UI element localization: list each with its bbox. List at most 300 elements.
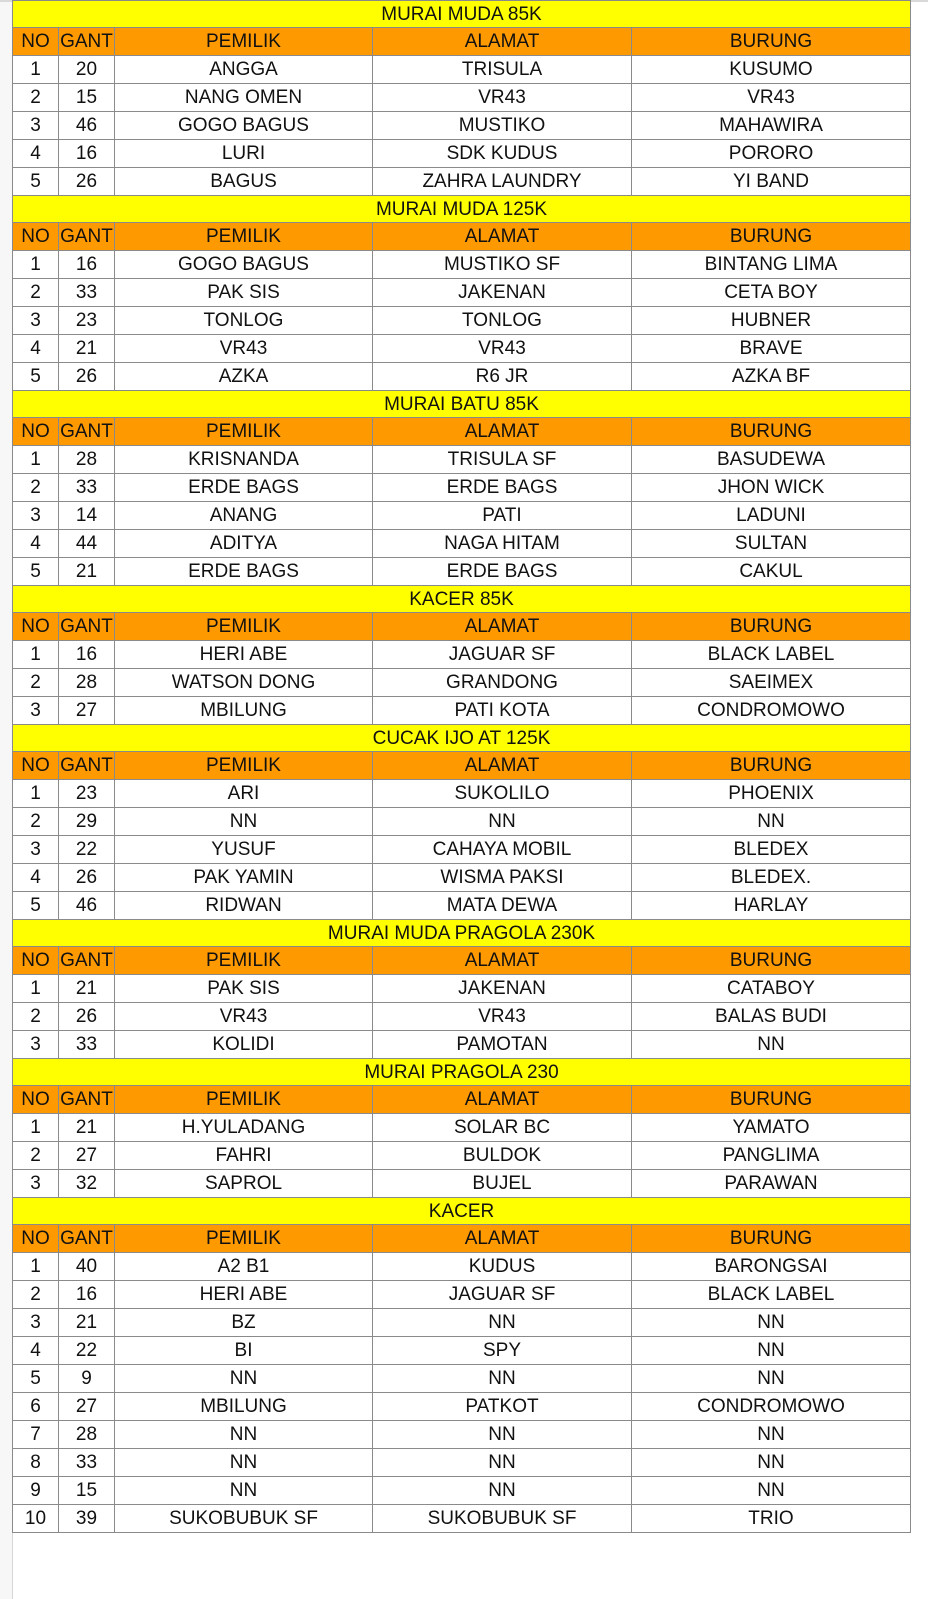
cell-alamat[interactable]: PATI	[373, 502, 632, 530]
cell-pemilik[interactable]: BI	[115, 1337, 373, 1365]
table-row	[13, 502, 911, 530]
cell-no[interactable]: 4	[13, 1337, 59, 1365]
cell-pemilik[interactable]: NN	[115, 1449, 373, 1477]
cell-alamat[interactable]: JAGUAR SF	[373, 1281, 632, 1309]
cell-burung[interactable]: PARAWAN	[632, 1170, 911, 1198]
cell-pemilik[interactable]: WATSON DONG	[115, 669, 373, 697]
cell-burung[interactable]: MAHAWIRA	[632, 112, 911, 140]
table-row	[13, 307, 911, 335]
section-title-row	[13, 586, 911, 613]
cell-no[interactable]: 3	[13, 1170, 59, 1198]
cell-burung[interactable]: SAEIMEX	[632, 669, 911, 697]
table-row	[13, 1421, 911, 1449]
cell-gant[interactable]: 21	[59, 975, 115, 1003]
table-row	[13, 279, 911, 307]
section-title[interactable]: KACER	[13, 1198, 911, 1225]
cell-pemilik[interactable]: SUKOBUBUK SF	[115, 1505, 373, 1533]
cell-alamat[interactable]: VR43	[373, 1003, 632, 1031]
header-burung[interactable]: BURUNG	[632, 613, 911, 641]
cell-gant[interactable]: 26	[59, 1003, 115, 1031]
cell-pemilik[interactable]: PAK SIS	[115, 975, 373, 1003]
cell-gant[interactable]: 33	[59, 474, 115, 502]
header-gant[interactable]: GANT	[59, 418, 115, 446]
table-row	[13, 836, 911, 864]
table-row	[13, 1365, 911, 1393]
cell-no[interactable]: 3	[13, 1309, 59, 1337]
cell-no[interactable]: 2	[13, 808, 59, 836]
cell-alamat[interactable]: NN	[373, 808, 632, 836]
cell-burung[interactable]: NN	[632, 1477, 911, 1505]
results-table	[12, 0, 911, 1533]
cell-burung[interactable]: BLEDEX	[632, 836, 911, 864]
cell-alamat[interactable]: JAKENAN	[373, 975, 632, 1003]
header-burung[interactable]: BURUNG	[632, 28, 911, 56]
cell-gant[interactable]: 28	[59, 1421, 115, 1449]
cell-pemilik[interactable]: GOGO BAGUS	[115, 251, 373, 279]
section-title-row	[13, 196, 911, 223]
cell-burung[interactable]: AZKA BF	[632, 363, 911, 391]
cell-pemilik[interactable]: ADITYA	[115, 530, 373, 558]
cell-pemilik[interactable]: PAK YAMIN	[115, 864, 373, 892]
cell-no[interactable]: 6	[13, 1393, 59, 1421]
cell-no[interactable]: 4	[13, 140, 59, 168]
cell-pemilik[interactable]: BAGUS	[115, 168, 373, 196]
header-no[interactable]: NO	[13, 418, 59, 446]
cell-no[interactable]: 2	[13, 1003, 59, 1031]
cell-no[interactable]: 2	[13, 279, 59, 307]
section-title-row	[13, 1198, 911, 1225]
header-burung[interactable]: BURUNG	[632, 418, 911, 446]
cell-burung[interactable]: CONDROMOWO	[632, 1393, 911, 1421]
header-gant[interactable]: GANT	[59, 752, 115, 780]
table-row	[13, 446, 911, 474]
header-pemilik[interactable]: PEMILIK	[115, 1225, 373, 1253]
cell-burung[interactable]: BLACK LABEL	[632, 1281, 911, 1309]
section-title-row	[13, 725, 911, 752]
cell-pemilik[interactable]: A2 B1	[115, 1253, 373, 1281]
section-title-row	[13, 391, 911, 418]
cell-no[interactable]: 3	[13, 1031, 59, 1059]
cell-alamat[interactable]: BULDOK	[373, 1142, 632, 1170]
cell-gant[interactable]: 40	[59, 1253, 115, 1281]
cell-burung[interactable]: YAMATO	[632, 1114, 911, 1142]
header-alamat[interactable]: ALAMAT	[373, 752, 632, 780]
cell-gant[interactable]: 26	[59, 168, 115, 196]
cell-no[interactable]: 1	[13, 251, 59, 279]
cell-alamat[interactable]: ERDE BAGS	[373, 474, 632, 502]
cell-gant[interactable]: 21	[59, 335, 115, 363]
header-gant[interactable]: GANT	[59, 1225, 115, 1253]
cell-burung[interactable]: PHOENIX	[632, 780, 911, 808]
cell-alamat[interactable]: SPY	[373, 1337, 632, 1365]
header-burung[interactable]: BURUNG	[632, 1225, 911, 1253]
cell-burung[interactable]: NN	[632, 808, 911, 836]
cell-burung[interactable]: NN	[632, 1309, 911, 1337]
cell-alamat[interactable]: BUJEL	[373, 1170, 632, 1198]
cell-burung[interactable]: VR43	[632, 84, 911, 112]
cell-no[interactable]: 3	[13, 836, 59, 864]
section-title-row	[13, 920, 911, 947]
header-alamat[interactable]: ALAMAT	[373, 418, 632, 446]
cell-burung[interactable]: NN	[632, 1337, 911, 1365]
section-title[interactable]: KACER 85K	[13, 586, 911, 613]
cell-pemilik[interactable]: ERDE BAGS	[115, 474, 373, 502]
table-row	[13, 251, 911, 279]
header-gant[interactable]: GANT	[59, 28, 115, 56]
cell-alamat[interactable]: JAGUAR SF	[373, 641, 632, 669]
cell-no[interactable]: 3	[13, 697, 59, 725]
cell-burung[interactable]: NN	[632, 1449, 911, 1477]
table-row	[13, 669, 911, 697]
cell-alamat[interactable]: SDK KUDUS	[373, 140, 632, 168]
cell-pemilik[interactable]: MBILUNG	[115, 697, 373, 725]
section-title-row	[13, 1, 911, 28]
header-burung[interactable]: BURUNG	[632, 752, 911, 780]
cell-pemilik[interactable]: AZKA	[115, 363, 373, 391]
header-no[interactable]: NO	[13, 1086, 59, 1114]
cell-gant[interactable]: 28	[59, 446, 115, 474]
cell-burung[interactable]: CAKUL	[632, 558, 911, 586]
cell-gant[interactable]: 21	[59, 1309, 115, 1337]
cell-no[interactable]: 2	[13, 1142, 59, 1170]
results-table-body	[13, 1, 911, 1533]
cell-alamat[interactable]: PATKOT	[373, 1393, 632, 1421]
cell-burung[interactable]: PORORO	[632, 140, 911, 168]
cell-no[interactable]: 8	[13, 1449, 59, 1477]
cell-alamat[interactable]: SUKOBUBUK SF	[373, 1505, 632, 1533]
cell-gant[interactable]: 21	[59, 558, 115, 586]
cell-gant[interactable]: 26	[59, 864, 115, 892]
cell-gant[interactable]: 33	[59, 1449, 115, 1477]
cell-alamat[interactable]: KUDUS	[373, 1253, 632, 1281]
header-no[interactable]: NO	[13, 752, 59, 780]
cell-alamat[interactable]: JAKENAN	[373, 279, 632, 307]
cell-gant[interactable]: 14	[59, 502, 115, 530]
cell-alamat[interactable]: NN	[373, 1477, 632, 1505]
table-row	[13, 864, 911, 892]
table-row	[13, 335, 911, 363]
cell-no[interactable]: 7	[13, 1421, 59, 1449]
header-pemilik[interactable]: PEMILIK	[115, 223, 373, 251]
cell-gant[interactable]: 15	[59, 84, 115, 112]
header-gant[interactable]: GANT	[59, 223, 115, 251]
cell-alamat[interactable]: NN	[373, 1449, 632, 1477]
cell-gant[interactable]: 46	[59, 112, 115, 140]
cell-alamat[interactable]: VR43	[373, 84, 632, 112]
header-gant[interactable]: GANT	[59, 1086, 115, 1114]
table-row	[13, 112, 911, 140]
cell-burung[interactable]: YI BAND	[632, 168, 911, 196]
header-burung[interactable]: BURUNG	[632, 947, 911, 975]
column-header-row	[13, 1225, 911, 1253]
cell-gant[interactable]: 39	[59, 1505, 115, 1533]
cell-no[interactable]: 4	[13, 335, 59, 363]
cell-burung[interactable]: CATABOY	[632, 975, 911, 1003]
table-row	[13, 1114, 911, 1142]
table-row	[13, 1253, 911, 1281]
header-pemilik[interactable]: PEMILIK	[115, 28, 373, 56]
cell-alamat[interactable]: NN	[373, 1421, 632, 1449]
cell-no[interactable]: 5	[13, 363, 59, 391]
table-row	[13, 1337, 911, 1365]
cell-burung[interactable]: HUBNER	[632, 307, 911, 335]
cell-alamat[interactable]: ERDE BAGS	[373, 558, 632, 586]
table-row	[13, 1309, 911, 1337]
cell-burung[interactable]: BARONGSAI	[632, 1253, 911, 1281]
cell-burung[interactable]: NN	[632, 1031, 911, 1059]
cell-gant[interactable]: 33	[59, 1031, 115, 1059]
cell-alamat[interactable]: MUSTIKO SF	[373, 251, 632, 279]
cell-gant[interactable]: 27	[59, 697, 115, 725]
cell-pemilik[interactable]: KOLIDI	[115, 1031, 373, 1059]
header-pemilik[interactable]: PEMILIK	[115, 418, 373, 446]
column-header-row	[13, 947, 911, 975]
cell-gant[interactable]: 26	[59, 363, 115, 391]
header-alamat[interactable]: ALAMAT	[373, 223, 632, 251]
cell-no[interactable]: 5	[13, 892, 59, 920]
cell-pemilik[interactable]: NN	[115, 1477, 373, 1505]
cell-burung[interactable]: NN	[632, 1421, 911, 1449]
cell-pemilik[interactable]: BZ	[115, 1309, 373, 1337]
cell-alamat[interactable]: NN	[373, 1309, 632, 1337]
cell-no[interactable]: 3	[13, 112, 59, 140]
table-row	[13, 1003, 911, 1031]
header-no[interactable]: NO	[13, 223, 59, 251]
cell-pemilik[interactable]: H.YULADANG	[115, 1114, 373, 1142]
cell-pemilik[interactable]: MBILUNG	[115, 1393, 373, 1421]
cell-no[interactable]: 3	[13, 307, 59, 335]
section-title[interactable]: CUCAK IJO AT 125K	[13, 725, 911, 752]
cell-burung[interactable]: BASUDEWA	[632, 446, 911, 474]
cell-pemilik[interactable]: GOGO BAGUS	[115, 112, 373, 140]
header-pemilik[interactable]: PEMILIK	[115, 752, 373, 780]
cell-burung[interactable]: NN	[632, 1365, 911, 1393]
cell-gant[interactable]: 27	[59, 1393, 115, 1421]
column-header-row	[13, 418, 911, 446]
cell-gant[interactable]: 23	[59, 307, 115, 335]
cell-gant[interactable]: 28	[59, 669, 115, 697]
column-header-row	[13, 223, 911, 251]
cell-pemilik[interactable]: KRISNANDA	[115, 446, 373, 474]
table-row	[13, 1170, 911, 1198]
cell-no[interactable]: 5	[13, 1365, 59, 1393]
cell-pemilik[interactable]: NN	[115, 1365, 373, 1393]
cell-no[interactable]: 5	[13, 558, 59, 586]
header-alamat[interactable]: ALAMAT	[373, 1225, 632, 1253]
cell-pemilik[interactable]: HERI ABE	[115, 641, 373, 669]
header-alamat[interactable]: ALAMAT	[373, 28, 632, 56]
cell-alamat[interactable]: GRANDONG	[373, 669, 632, 697]
cell-pemilik[interactable]: ANANG	[115, 502, 373, 530]
cell-gant[interactable]: 22	[59, 836, 115, 864]
cell-pemilik[interactable]: ERDE BAGS	[115, 558, 373, 586]
table-row	[13, 140, 911, 168]
cell-alamat[interactable]: WISMA PAKSI	[373, 864, 632, 892]
table-row	[13, 892, 911, 920]
cell-no[interactable]: 1	[13, 641, 59, 669]
table-row	[13, 56, 911, 84]
table-row	[13, 363, 911, 391]
cell-gant[interactable]: 44	[59, 530, 115, 558]
header-alamat[interactable]: ALAMAT	[373, 1086, 632, 1114]
cell-alamat[interactable]: PAMOTAN	[373, 1031, 632, 1059]
cell-gant[interactable]: 46	[59, 892, 115, 920]
section-title[interactable]: MURAI PRAGOLA 230	[13, 1059, 911, 1086]
cell-no[interactable]: 1	[13, 1114, 59, 1142]
cell-no[interactable]: 2	[13, 84, 59, 112]
cell-burung[interactable]: BLACK LABEL	[632, 641, 911, 669]
header-alamat[interactable]: ALAMAT	[373, 613, 632, 641]
header-gant[interactable]: GANT	[59, 947, 115, 975]
table-row	[13, 530, 911, 558]
table-row	[13, 168, 911, 196]
table-row	[13, 1281, 911, 1309]
cell-burung[interactable]: BLEDEX.	[632, 864, 911, 892]
cell-pemilik[interactable]: VR43	[115, 1003, 373, 1031]
cell-alamat[interactable]: VR43	[373, 335, 632, 363]
cell-alamat[interactable]: R6 JR	[373, 363, 632, 391]
cell-pemilik[interactable]: PAK SIS	[115, 279, 373, 307]
table-row	[13, 474, 911, 502]
cell-pemilik[interactable]: VR43	[115, 335, 373, 363]
cell-gant[interactable]: 27	[59, 1142, 115, 1170]
cell-pemilik[interactable]: HERI ABE	[115, 1281, 373, 1309]
section-title[interactable]: MURAI MUDA 125K	[13, 196, 911, 223]
section-title[interactable]: MURAI BATU 85K	[13, 391, 911, 418]
cell-gant[interactable]: 29	[59, 808, 115, 836]
header-pemilik[interactable]: PEMILIK	[115, 947, 373, 975]
cell-gant[interactable]: 23	[59, 780, 115, 808]
table-row	[13, 975, 911, 1003]
cell-burung[interactable]: BALAS BUDI	[632, 1003, 911, 1031]
cell-pemilik[interactable]: SAPROL	[115, 1170, 373, 1198]
table-row	[13, 780, 911, 808]
cell-burung[interactable]: PANGLIMA	[632, 1142, 911, 1170]
cell-alamat[interactable]: NN	[373, 1365, 632, 1393]
cell-no[interactable]: 5	[13, 168, 59, 196]
header-no[interactable]: NO	[13, 947, 59, 975]
cell-gant[interactable]: 16	[59, 1281, 115, 1309]
cell-gant[interactable]: 9	[59, 1365, 115, 1393]
cell-burung[interactable]: CETA BOY	[632, 279, 911, 307]
cell-no[interactable]: 4	[13, 864, 59, 892]
cell-no[interactable]: 2	[13, 474, 59, 502]
header-pemilik[interactable]: PEMILIK	[115, 1086, 373, 1114]
table-row	[13, 641, 911, 669]
cell-pemilik[interactable]: NN	[115, 1421, 373, 1449]
cell-no[interactable]: 1	[13, 56, 59, 84]
cell-burung[interactable]: BRAVE	[632, 335, 911, 363]
table-row	[13, 697, 911, 725]
cell-gant[interactable]: 32	[59, 1170, 115, 1198]
cell-pemilik[interactable]: ANGGA	[115, 56, 373, 84]
cell-no[interactable]: 1	[13, 1253, 59, 1281]
header-pemilik[interactable]: PEMILIK	[115, 613, 373, 641]
table-row	[13, 808, 911, 836]
column-header-row	[13, 613, 911, 641]
cell-pemilik[interactable]: LURI	[115, 140, 373, 168]
cell-no[interactable]: 3	[13, 502, 59, 530]
section-title[interactable]: MURAI MUDA 85K	[13, 1, 911, 28]
cell-no[interactable]: 10	[13, 1505, 59, 1533]
table-row	[13, 1393, 911, 1421]
cell-pemilik[interactable]: TONLOG	[115, 307, 373, 335]
header-alamat[interactable]: ALAMAT	[373, 947, 632, 975]
cell-alamat[interactable]: CAHAYA MOBIL	[373, 836, 632, 864]
cell-burung[interactable]: LADUNI	[632, 502, 911, 530]
cell-alamat[interactable]: MUSTIKO	[373, 112, 632, 140]
cell-alamat[interactable]: SOLAR BC	[373, 1114, 632, 1142]
cell-gant[interactable]: 16	[59, 641, 115, 669]
cell-pemilik[interactable]: NN	[115, 808, 373, 836]
section-title[interactable]: MURAI MUDA PRAGOLA 230K	[13, 920, 911, 947]
cell-no[interactable]: 1	[13, 975, 59, 1003]
cell-pemilik[interactable]: NANG OMEN	[115, 84, 373, 112]
cell-no[interactable]: 2	[13, 669, 59, 697]
cell-alamat[interactable]: TRISULA	[373, 56, 632, 84]
cell-no[interactable]: 9	[13, 1477, 59, 1505]
table-row	[13, 1449, 911, 1477]
header-no[interactable]: NO	[13, 1225, 59, 1253]
cell-gant[interactable]: 33	[59, 279, 115, 307]
cell-pemilik[interactable]: YUSUF	[115, 836, 373, 864]
cell-burung[interactable]: BINTANG LIMA	[632, 251, 911, 279]
section-title-row	[13, 1059, 911, 1086]
table-row	[13, 1142, 911, 1170]
cell-alamat[interactable]: NAGA HITAM	[373, 530, 632, 558]
table-row	[13, 558, 911, 586]
table-row	[13, 1031, 911, 1059]
cell-no[interactable]: 1	[13, 780, 59, 808]
cell-alamat[interactable]: PATI KOTA	[373, 697, 632, 725]
cell-gant[interactable]: 16	[59, 251, 115, 279]
cell-no[interactable]: 2	[13, 1281, 59, 1309]
cell-alamat[interactable]: SUKOLILO	[373, 780, 632, 808]
cell-no[interactable]: 4	[13, 530, 59, 558]
cell-alamat[interactable]: TRISULA SF	[373, 446, 632, 474]
cell-burung[interactable]: KUSUMO	[632, 56, 911, 84]
cell-no[interactable]: 1	[13, 446, 59, 474]
table-row	[13, 1505, 911, 1533]
table-row	[13, 84, 911, 112]
cell-pemilik[interactable]: RIDWAN	[115, 892, 373, 920]
header-burung[interactable]: BURUNG	[632, 1086, 911, 1114]
cell-gant[interactable]: 15	[59, 1477, 115, 1505]
cell-gant[interactable]: 21	[59, 1114, 115, 1142]
cell-alamat[interactable]: TONLOG	[373, 307, 632, 335]
cell-alamat[interactable]: MATA DEWA	[373, 892, 632, 920]
cell-alamat[interactable]: ZAHRA LAUNDRY	[373, 168, 632, 196]
cell-gant[interactable]: 22	[59, 1337, 115, 1365]
header-gant[interactable]: GANT	[59, 613, 115, 641]
cell-burung[interactable]: CONDROMOWO	[632, 697, 911, 725]
cell-burung[interactable]: JHON WICK	[632, 474, 911, 502]
cell-pemilik[interactable]: FAHRI	[115, 1142, 373, 1170]
column-header-row	[13, 1086, 911, 1114]
column-header-row	[13, 752, 911, 780]
cell-gant[interactable]: 16	[59, 140, 115, 168]
cell-burung[interactable]: TRIO	[632, 1505, 911, 1533]
table-row	[13, 1477, 911, 1505]
header-no[interactable]: NO	[13, 613, 59, 641]
column-header-row	[13, 28, 911, 56]
cell-pemilik[interactable]: ARI	[115, 780, 373, 808]
header-no[interactable]: NO	[13, 28, 59, 56]
cell-burung[interactable]: HARLAY	[632, 892, 911, 920]
cell-burung[interactable]: SULTAN	[632, 530, 911, 558]
cell-gant[interactable]: 20	[59, 56, 115, 84]
header-burung[interactable]: BURUNG	[632, 223, 911, 251]
